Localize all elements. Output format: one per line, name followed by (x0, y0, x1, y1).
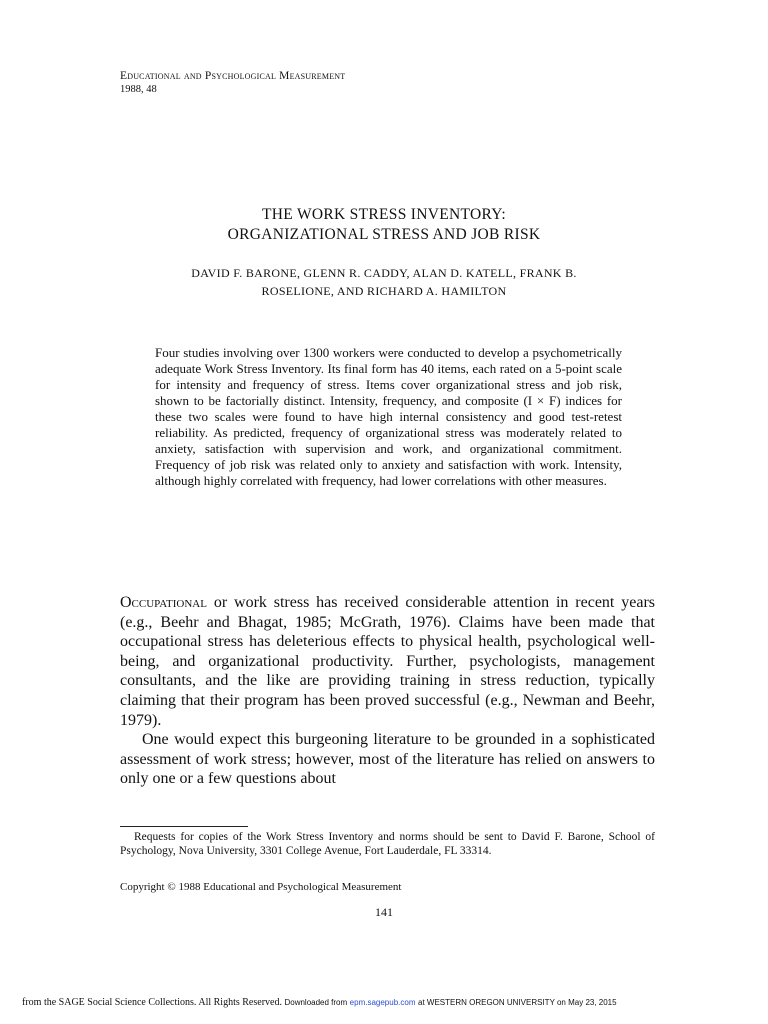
download-site-link[interactable]: epm.sagepub.com (349, 998, 416, 1007)
body-paragraph-1 (120, 593, 655, 730)
footnote-divider (120, 826, 248, 827)
footnote: Requests for copies of the Work Stress Inventory and norms should be sent to David F. Barone, School of Psychology, Nova University, 3301 College Avenue, Fort Lauderdale, FL 33314. (120, 831, 655, 857)
journal-issue: 1988, 48 (120, 84, 157, 95)
abstract: Four studies involving over 1300 workers were conducted to develop a psychometrically adequate Work Stress Inventory. Its final form has 40 items, each rated on a 5-point scale for intensity and frequency of stress. Items cover organizational stress and job risk, shown to be factorially distinct. Intensity, frequency, and composite (I × F) indices for these two scales were found to have high internal consistency and good test-retest reliability. As predicted, frequency of organizational stress was moderately related to anxiety, satisfaction with supervision and work, and organizational commitment. Frequency of job risk was related only to anxiety and satisfaction with work. Intensity, although highly correlated with frequency, had lower correlations with other measures. (155, 345, 622, 488)
journal-header (120, 70, 345, 96)
title-line-2: ORGANIZATIONAL STRESS AND JOB RISK (227, 226, 541, 243)
title-line-1: THE WORK STRESS INVENTORY: (262, 206, 506, 223)
body-paragraph-2: One would expect this burgeoning literature to be grounded in a sophisticated assessment of work stress; however, most of the literature has relied on answers to only one or a few questions about (120, 731, 655, 788)
copyright-notice: Copyright © 1988 Educational and Psychological Measurement (120, 881, 402, 893)
journal-name: Educational and Psychological Measurement (120, 70, 346, 82)
author-list (100, 264, 668, 300)
body-paragraph-1-text: or work stress has received considerable attention in recent years (e.g., Beehr and Bhagat, 1985; McGrath, 1976). Claims have been made that occupational stress has deleterious effects to physical health, psychological well-being, and organizational productivity. Further, psychologists, management consultants, and the like are providing training in stress reduction, typically claiming that their program has been proved successful (e.g., Newman and Beehr, 1979). (120, 594, 655, 729)
authors-line-2: ROSELIONE, AND RICHARD A. HAMILTON (261, 284, 507, 298)
download-bar (22, 997, 617, 1009)
authors-line-1: DAVID F. BARONE, GLENN R. CADDY, ALAN D. KATELL, FRANK B. (191, 266, 577, 280)
article-title (0, 205, 768, 245)
body-lead-word: Occupational (120, 594, 207, 611)
body-text (120, 593, 655, 789)
download-suffix: at WESTERN OREGON UNIVERSITY on May 23, 2015 (418, 998, 617, 1007)
download-label: Downloaded from (284, 998, 348, 1007)
page-number: 141 (375, 905, 393, 919)
download-prefix: from the SAGE Social Science Collections. All Rights Reserved. (22, 997, 282, 1008)
